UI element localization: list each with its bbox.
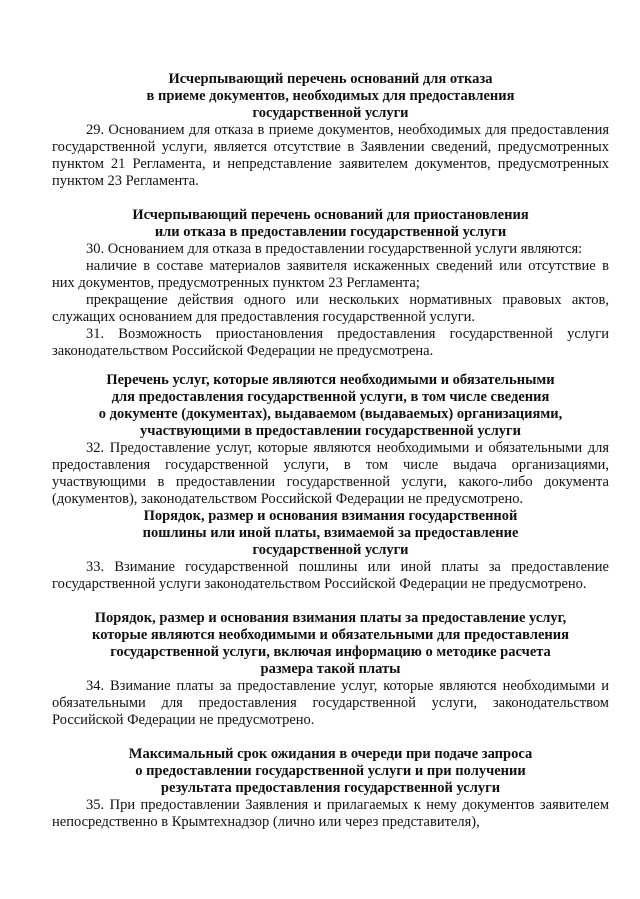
section-heading [52,508,609,559]
heading-line: участвующими в предоставлении государственной услуги [140,423,521,439]
paragraph-30: 30. Основанием для отказа в предоставлении государственной услуги являются: [86,241,583,257]
section-heading [52,71,609,122]
heading-line: государственной услуги, включая информацию о методике расчета [110,644,551,660]
paragraph-34: 34. Взимание платы за предоставление услуг, которые являются необходимыми и обязательными для предоставления государственной услуги, законодательством Российской Федерации не предусмотрено. [52,678,609,728]
paragraph-30-item-2: прекращение действия одного или нескольких нормативных правовых актов, служащих основанием для предоставления государственной услуги. [52,292,609,325]
heading-line: для предоставления государственной услуги, в том числе сведения [111,389,550,405]
heading-line: Исчерпывающий перечень оснований для приостановления [132,207,529,223]
section-refusal-acceptance [52,71,609,190]
heading-line: Порядок, размер и основания взимания платы за предоставление услуг, [94,610,567,626]
section-suspension-refusal [52,207,609,360]
paragraph-30-item-1: наличие в составе материалов заявителя искаженных сведений или отсутствие в них документов, предусмотренных пунктом 23 Регламента; [52,258,609,291]
section-state-duty [52,508,609,593]
heading-line: результата предоставления государственной услуги [160,780,501,796]
heading-line: Порядок, размер и основания взимания государственной [143,508,518,524]
heading-line: государственной услуги [252,105,409,121]
heading-line: о предоставлении государственной услуги и при получении [135,763,526,779]
paragraph-33: 33. Взимание государственной пошлины или иной платы за предоставление государственной услуги законодательством Российской Федерации не предусмотрено. [52,559,609,592]
heading-line: размера такой платы [260,661,401,677]
heading-line: которые являются необходимыми и обязательными для предоставления [92,627,569,643]
section-required-services [52,372,609,508]
heading-line: о документе (документах), выдаваемом (выдаваемых) организациями, [98,406,563,422]
section-heading [52,207,609,241]
paragraph-32: 32. Предоставление услуг, которые являются необходимыми и обязательными для предоставления государственной услуги, в том числе выдача организациями, участвующими в предоставлении государственной услуги, какого-либо документа (документов), законодательством Российской Федерации не предусмотрено. [52,440,609,507]
section-heading [52,610,609,678]
section-queue-time [52,746,609,831]
paragraph-31: 31. Возможность приостановления предоставления государственной услуги законодательством Российской Федерации не предусмотрена. [52,326,609,359]
heading-line: пошлины или иной платы, взимаемой за предоставление [142,525,519,541]
heading-line: государственной услуги [252,542,409,558]
section-service-fees [52,610,609,729]
heading-line: Перечень услуг, которые являются необходимыми и обязательными [106,372,555,388]
section-heading [52,746,609,797]
paragraph-35: 35. При предоставлении Заявления и прилагаемых к нему документов заявителем непосредственно в Крымтехнадзор (лично или через представителя), [52,797,609,830]
heading-line: Исчерпывающий перечень оснований для отказа [168,71,493,87]
heading-line: Максимальный срок ожидания в очереди при подаче запроса [128,746,533,762]
heading-line: или отказа в предоставлении государственной услуги [154,224,507,240]
section-heading [52,372,609,440]
paragraph-29: 29. Основанием для отказа в приеме документов, необходимых для предоставления государственной услуги, является отсутствие в Заявлении сведений, предусмотренных пунктом 21 Регламента, и непредставление заявителем документов, предусмотренных пунктом 23 Регламента. [52,122,609,189]
heading-line: в приеме документов, необходимых для предоставления [146,88,515,104]
